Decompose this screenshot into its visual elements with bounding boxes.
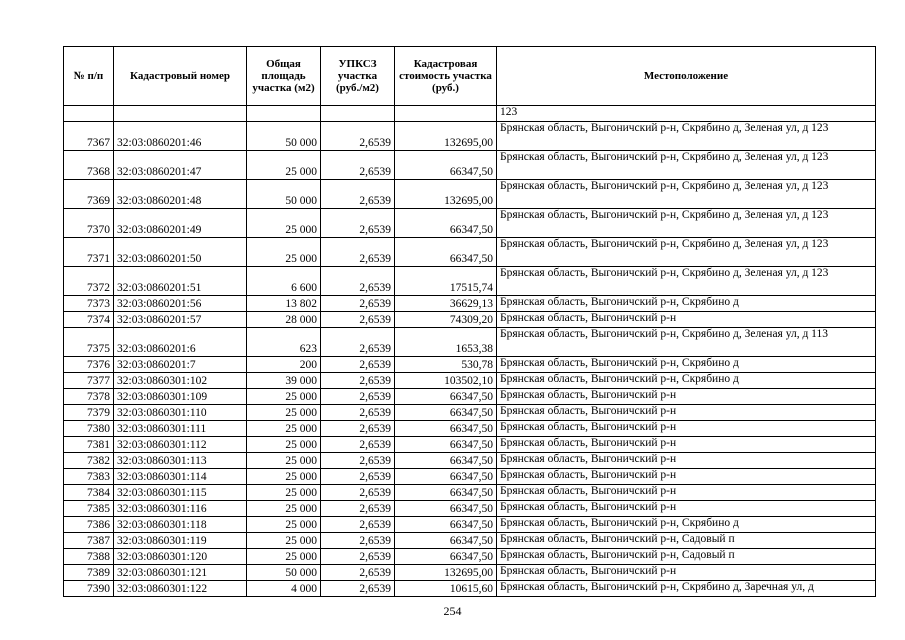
table-body: [64, 106, 876, 597]
cost-value: 66347,50: [395, 517, 497, 533]
table-row: [64, 296, 876, 312]
location: Брянская область, Выгоничский р-н: [497, 565, 876, 581]
table-row: [64, 312, 876, 328]
row-number: 7384: [64, 485, 114, 501]
cadastral-number: 32:03:0860201:50: [114, 238, 247, 267]
rate-value: 2,6539: [321, 437, 395, 453]
area-value: 25 000: [247, 389, 321, 405]
table-row: [64, 106, 876, 122]
rate-value: 2,6539: [321, 238, 395, 267]
area-value: 25 000: [247, 485, 321, 501]
cost-value: 10615,60: [395, 581, 497, 597]
cost-value: 1653,38: [395, 328, 497, 357]
row-number: 7378: [64, 389, 114, 405]
location: Брянская область, Выгоничский р-н, Скрябино д, Зеленая ул, д 113: [497, 328, 876, 357]
location: Брянская область, Выгоничский р-н, Садовый п: [497, 533, 876, 549]
rate-value: 2,6539: [321, 421, 395, 437]
location: Брянская область, Выгоничский р-н, Скрябино д, Зеленая ул, д 123: [497, 238, 876, 267]
row-number: 7376: [64, 357, 114, 373]
area-value: 4 000: [247, 581, 321, 597]
row-number: 7370: [64, 209, 114, 238]
area-value: 50 000: [247, 180, 321, 209]
location: Брянская область, Выгоничский р-н, Скрябино д, Зеленая ул, д 123: [497, 267, 876, 296]
cadastral-number: 32:03:0860301:121: [114, 565, 247, 581]
rate-value: 2,6539: [321, 209, 395, 238]
cadastral-number: 32:03:0860201:51: [114, 267, 247, 296]
cost-value: 17515,74: [395, 267, 497, 296]
rate-value: 2,6539: [321, 581, 395, 597]
rate-value: 2,6539: [321, 501, 395, 517]
cadastral-number: 32:03:0860301:114: [114, 469, 247, 485]
area-value: 39 000: [247, 373, 321, 389]
area-value: 25 000: [247, 501, 321, 517]
location: Брянская область, Выгоничский р-н, Скрябино д, Зеленая ул, д 123: [497, 151, 876, 180]
location: Брянская область, Выгоничский р-н: [497, 485, 876, 501]
location: Брянская область, Выгоничский р-н, Скрябино д: [497, 296, 876, 312]
area-value: 25 000: [247, 151, 321, 180]
row-number: 7368: [64, 151, 114, 180]
rate-value: 2,6539: [321, 565, 395, 581]
row-number: 7375: [64, 328, 114, 357]
cost-value: 132695,00: [395, 180, 497, 209]
rate-value: 2,6539: [321, 549, 395, 565]
row-number: 7382: [64, 453, 114, 469]
cost-value: 66347,50: [395, 389, 497, 405]
location: Брянская область, Выгоничский р-н: [497, 389, 876, 405]
location: Брянская область, Выгоничский р-н, Скрябино д: [497, 357, 876, 373]
cadastral-number: 32:03:0860301:122: [114, 581, 247, 597]
area-value: 25 000: [247, 469, 321, 485]
cadastral-number: 32:03:0860301:116: [114, 501, 247, 517]
cost-value: 66347,50: [395, 453, 497, 469]
location: Брянская область, Выгоничский р-н: [497, 453, 876, 469]
rate-value: 2,6539: [321, 469, 395, 485]
table-row: [64, 238, 876, 267]
page-number: 254: [443, 604, 462, 618]
cost-value: 66347,50: [395, 549, 497, 565]
cadastral-number: 32:03:0860201:48: [114, 180, 247, 209]
area-value: 6 600: [247, 267, 321, 296]
table-row: [64, 209, 876, 238]
cadastral-number: 32:03:0860301:102: [114, 373, 247, 389]
location: Брянская область, Выгоничский р-н, Скрябино д: [497, 373, 876, 389]
table-row: [64, 373, 876, 389]
table-row: [64, 469, 876, 485]
table-row: [64, 549, 876, 565]
rate-value: 2,6539: [321, 357, 395, 373]
area-value: 25 000: [247, 533, 321, 549]
cost-value: 103502,10: [395, 373, 497, 389]
cadastral-number: 32:03:0860201:7: [114, 357, 247, 373]
table-row: [64, 581, 876, 597]
cost-value: 66347,50: [395, 437, 497, 453]
area-value: [247, 106, 321, 122]
cost-value: 530,78: [395, 357, 497, 373]
rate-value: 2,6539: [321, 373, 395, 389]
table-row: [64, 267, 876, 296]
cost-value: 66347,50: [395, 533, 497, 549]
row-number: 7377: [64, 373, 114, 389]
location: Брянская область, Выгоничский р-н: [497, 501, 876, 517]
row-number: 7380: [64, 421, 114, 437]
rate-value: 2,6539: [321, 485, 395, 501]
table-row: [64, 437, 876, 453]
row-number: 7383: [64, 469, 114, 485]
table-row: [64, 485, 876, 501]
cost-value: 66347,50: [395, 501, 497, 517]
cadastral-table: [63, 46, 876, 597]
rate-value: 2,6539: [321, 533, 395, 549]
row-number: 7372: [64, 267, 114, 296]
cost-value: 132695,00: [395, 565, 497, 581]
row-number: 7369: [64, 180, 114, 209]
location: 123: [497, 106, 876, 122]
location: Брянская область, Выгоничский р-н, Скрябино д, Заречная ул, д: [497, 581, 876, 597]
row-number: 7390: [64, 581, 114, 597]
location: Брянская область, Выгоничский р-н, Скрябино д, Зеленая ул, д 123: [497, 180, 876, 209]
table-row: [64, 517, 876, 533]
cadastral-number: 32:03:0860201:56: [114, 296, 247, 312]
cost-value: [395, 106, 497, 122]
rate-value: 2,6539: [321, 312, 395, 328]
rate-value: 2,6539: [321, 389, 395, 405]
area-value: 25 000: [247, 517, 321, 533]
area-value: 25 000: [247, 209, 321, 238]
cadastral-number: 32:03:0860301:111: [114, 421, 247, 437]
location: Брянская область, Выгоничский р-н, Скрябино д, Зеленая ул, д 123: [497, 122, 876, 151]
table-row: [64, 405, 876, 421]
cadastral-number: 32:03:0860201:6: [114, 328, 247, 357]
area-value: 25 000: [247, 549, 321, 565]
table-header: [64, 47, 876, 106]
cadastral-number: 32:03:0860201:57: [114, 312, 247, 328]
header-rate: УПКСЗ участка (руб./м2): [321, 47, 395, 106]
table-row: [64, 151, 876, 180]
area-value: 25 000: [247, 405, 321, 421]
area-value: 200: [247, 357, 321, 373]
cost-value: 66347,50: [395, 421, 497, 437]
header-row: [64, 47, 876, 106]
row-number: 7388: [64, 549, 114, 565]
table-row: [64, 565, 876, 581]
location: Брянская область, Выгоничский р-н, Скрябино д, Зеленая ул, д 123: [497, 209, 876, 238]
cost-value: 66347,50: [395, 485, 497, 501]
table-row: [64, 453, 876, 469]
area-value: 50 000: [247, 565, 321, 581]
table-row: [64, 389, 876, 405]
rate-value: 2,6539: [321, 267, 395, 296]
row-number: 7386: [64, 517, 114, 533]
row-number: 7387: [64, 533, 114, 549]
cadastral-number: 32:03:0860301:119: [114, 533, 247, 549]
table-row: [64, 533, 876, 549]
cadastral-number: 32:03:0860301:115: [114, 485, 247, 501]
table-row: [64, 328, 876, 357]
location: Брянская область, Выгоничский р-н, Скрябино д: [497, 517, 876, 533]
row-number: 7385: [64, 501, 114, 517]
cost-value: 66347,50: [395, 209, 497, 238]
cost-value: 36629,13: [395, 296, 497, 312]
cost-value: 132695,00: [395, 122, 497, 151]
rate-value: 2,6539: [321, 405, 395, 421]
cadastral-number: 32:03:0860301:112: [114, 437, 247, 453]
area-value: 25 000: [247, 453, 321, 469]
cadastral-number: 32:03:0860301:120: [114, 549, 247, 565]
cadastral-number: 32:03:0860301:110: [114, 405, 247, 421]
row-number: 7367: [64, 122, 114, 151]
rate-value: 2,6539: [321, 296, 395, 312]
rate-value: 2,6539: [321, 517, 395, 533]
cadastral-number: [114, 106, 247, 122]
table-row: [64, 122, 876, 151]
cadastral-number: 32:03:0860301:109: [114, 389, 247, 405]
header-location: Местоположение: [497, 47, 876, 106]
area-value: 28 000: [247, 312, 321, 328]
cadastral-number: 32:03:0860201:47: [114, 151, 247, 180]
area-value: 25 000: [247, 421, 321, 437]
table-row: [64, 180, 876, 209]
cadastral-number: 32:03:0860301:113: [114, 453, 247, 469]
location: Брянская область, Выгоничский р-н: [497, 405, 876, 421]
row-number: 7389: [64, 565, 114, 581]
area-value: 623: [247, 328, 321, 357]
cost-value: 66347,50: [395, 151, 497, 180]
cadastral-number: 32:03:0860301:118: [114, 517, 247, 533]
row-number: 7381: [64, 437, 114, 453]
cost-value: 74309,20: [395, 312, 497, 328]
cost-value: 66347,50: [395, 469, 497, 485]
table-row: [64, 421, 876, 437]
rate-value: 2,6539: [321, 122, 395, 151]
area-value: 50 000: [247, 122, 321, 151]
location: Брянская область, Выгоничский р-н: [497, 469, 876, 485]
rate-value: [321, 106, 395, 122]
area-value: 25 000: [247, 238, 321, 267]
row-number: 7371: [64, 238, 114, 267]
rate-value: 2,6539: [321, 151, 395, 180]
table-row: [64, 357, 876, 373]
header-cost: Кадастровая стоимость участка (руб.): [395, 47, 497, 106]
row-number: 7373: [64, 296, 114, 312]
area-value: 25 000: [247, 437, 321, 453]
location: Брянская область, Выгоничский р-н: [497, 421, 876, 437]
cost-value: 66347,50: [395, 405, 497, 421]
location: Брянская область, Выгоничский р-н: [497, 437, 876, 453]
cadastral-number: 32:03:0860201:46: [114, 122, 247, 151]
cost-value: 66347,50: [395, 238, 497, 267]
row-number: [64, 106, 114, 122]
table-row: [64, 501, 876, 517]
rate-value: 2,6539: [321, 453, 395, 469]
header-num: № п/п: [64, 47, 114, 106]
header-cadastral-number: Кадастровый номер: [114, 47, 247, 106]
row-number: 7379: [64, 405, 114, 421]
location: Брянская область, Выгоничский р-н, Садовый п: [497, 549, 876, 565]
cadastral-number: 32:03:0860201:49: [114, 209, 247, 238]
area-value: 13 802: [247, 296, 321, 312]
rate-value: 2,6539: [321, 180, 395, 209]
location: Брянская область, Выгоничский р-н: [497, 312, 876, 328]
header-area: Общая площадь участка (м2): [247, 47, 321, 106]
rate-value: 2,6539: [321, 328, 395, 357]
row-number: 7374: [64, 312, 114, 328]
